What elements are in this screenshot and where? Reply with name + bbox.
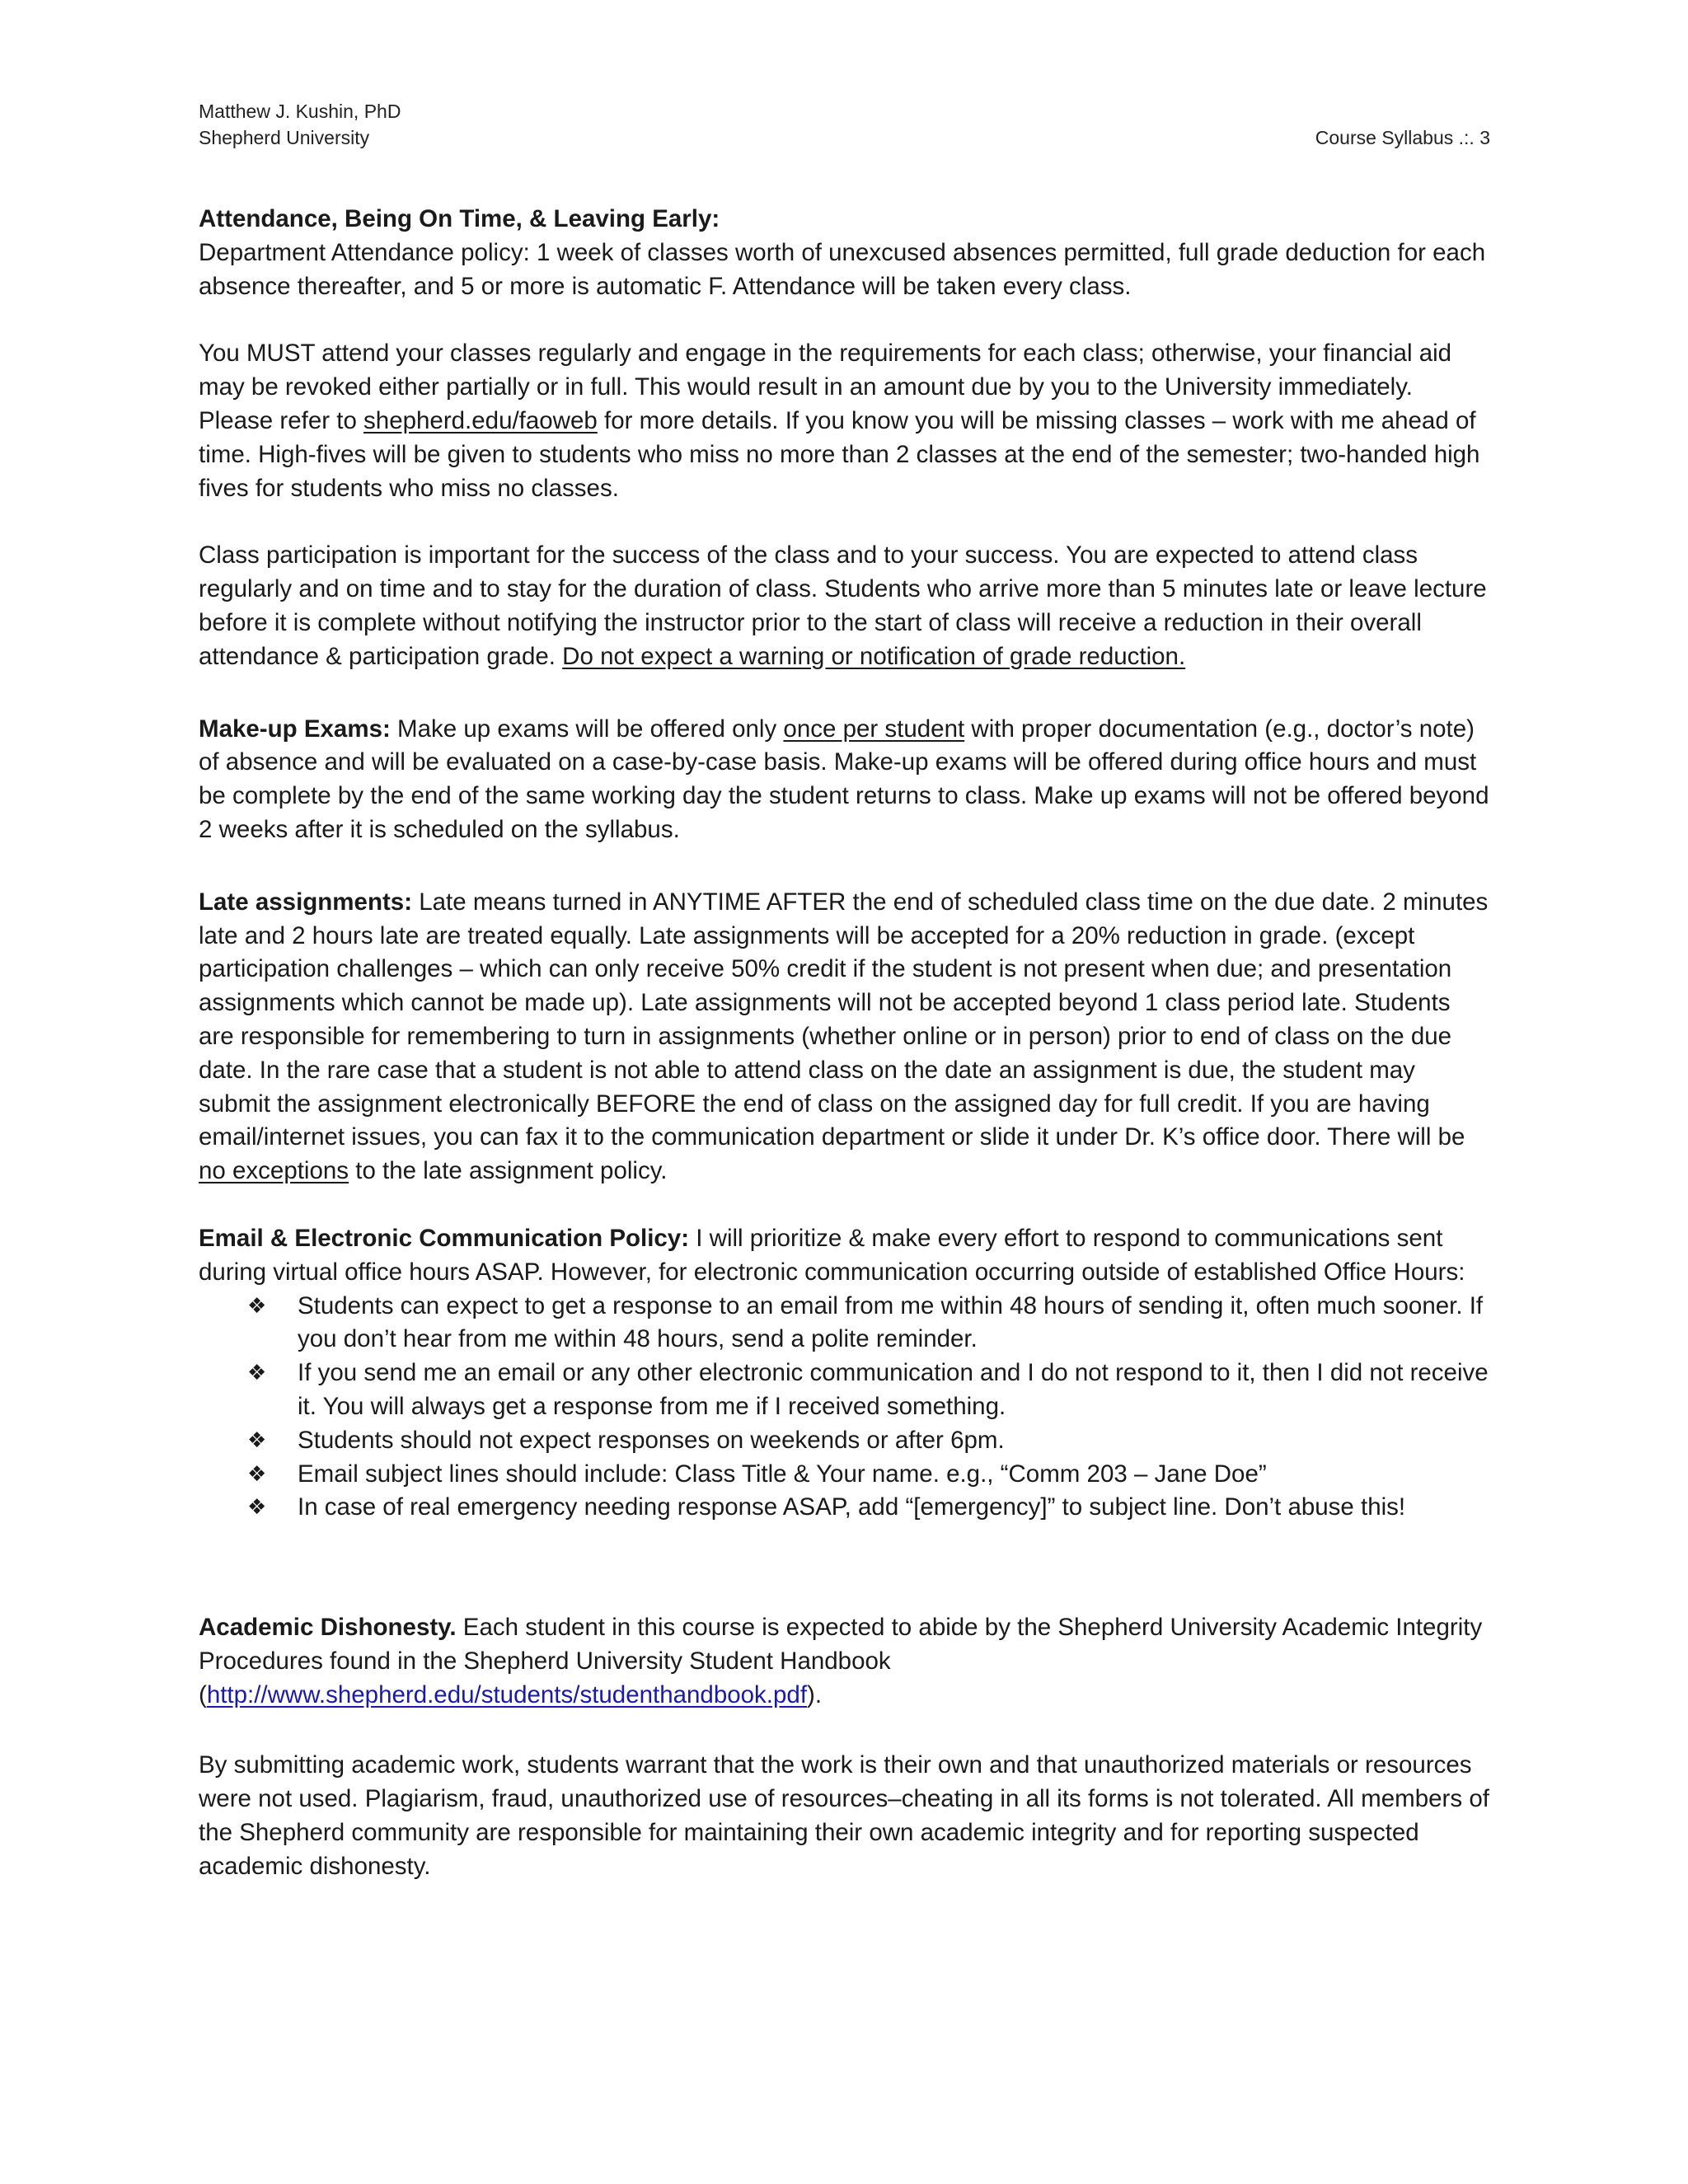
- financial-aid-paragraph: [199, 337, 1490, 505]
- email-policy-intro-text: I will prioritize & make every effort to respond to communications sent during virtual office hours ASAP. However, for electronic communication occurring outside of established Office Hours:: [199, 1224, 1465, 1286]
- academic-dishonesty-heading: Academic Dishonesty.: [199, 1614, 457, 1642]
- late-no-exceptions: no exceptions: [199, 1157, 349, 1185]
- late-assignments-section: [199, 886, 1490, 1188]
- student-handbook-link[interactable]: http://www.shepherd.edu/students/studenthandbook.pdf: [206, 1680, 808, 1708]
- list-item-text: Students can expect to get a response to an email from me within 48 hours of sending it, often much sooner. If you don’t hear from me within 48 hours, send a polite reminder.: [298, 1291, 1484, 1353]
- financial-aid-text-after: for more details. If you know you will be missing classes – work with me ahead of time. High-fives will be given to students who miss no more than 2 classes at the end of the semester; two-handed high fives for students who miss no classes.: [199, 406, 1480, 502]
- list-item: [247, 1458, 1490, 1492]
- makeup-exams-section: [199, 713, 1490, 847]
- makeup-text-before: Make up exams will be offered only: [390, 715, 784, 743]
- academic-work-paragraph: [199, 1749, 1490, 1883]
- bullet-diamond-icon: ❖: [247, 1361, 267, 1386]
- faoweb-link[interactable]: shepherd.edu/faoweb: [363, 406, 598, 434]
- participation-text-before: Class participation is important for the success of the class and to your success. You are expected to attend class regularly and on time and to stay for the duration of class. Students who arrive more than 5 minutes late or leave lecture before it is complete without notifying the instructor prior to the start of class will receive a reduction in their overall attendance & participation grade.: [199, 541, 1487, 670]
- list-item-text: In case of real emergency needing response ASAP, add “[emergency]” to subject line. Don’t abuse this!: [298, 1493, 1406, 1521]
- email-policy-section: [199, 1222, 1490, 1525]
- email-policy-intro: [199, 1222, 1490, 1290]
- page-header: [199, 99, 1490, 153]
- document-body: [199, 203, 1490, 1884]
- attendance-policy-paragraph: Department Attendance policy: 1 week of classes worth of unexcused absences permitted, full grade deduction for each absence thereafter, and 5 or more is automatic F. Attendance will be taken every class.: [199, 238, 1486, 300]
- list-item: [247, 1491, 1490, 1525]
- list-item-text: If you send me an email or any other electronic communication and I do not respond to it, then I did not receive it. You will always get a response from me if I received something.: [298, 1359, 1489, 1420]
- academic-work-text: By submitting academic work, students warrant that the work is their own and that unauthorized materials or resources were not used. Plagiarism, fraud, unauthorized use of resources–cheating in all its forms is not tolerated. All members of the Shepherd community are responsible for maintaining their own academic integrity and for reporting suspected academic dishonesty.: [199, 1751, 1489, 1880]
- list-item: [247, 1290, 1490, 1357]
- financial-aid-text: [199, 337, 1490, 505]
- dishonesty-text-after: ).: [807, 1680, 823, 1708]
- participation-text: [199, 539, 1490, 673]
- header-school: Shepherd University: [199, 127, 370, 148]
- header-page-info: Course Syllabus .:. 3: [1315, 127, 1490, 148]
- attendance-heading: Attendance, Being On Time, & Leaving Early:: [199, 205, 720, 232]
- participation-warning: Do not expect a warning or notification of grade reduction.: [562, 642, 1186, 670]
- bullet-diamond-icon: ❖: [247, 1293, 267, 1319]
- late-text-after: to the late assignment policy.: [349, 1157, 668, 1185]
- makeup-exams-text: [199, 713, 1490, 847]
- late-text-before: Late means turned in ANYTIME AFTER the end of scheduled class time on the due date. 2 minutes late and 2 hours late are treated equally. Late assignments will be accepted for a 20% reduction in grade. (except participation challenges – which can only receive 50% credit if the student is not present when due; and presentation assignments which cannot be made up). Late assignments will not be accepted beyond 1 class period late. Students are responsible for remembering to turn in assignments (whether online or in person) prior to end of class on the due date. In the rare case that a student is not able to attend class on the date an assignment is due, the student may submit the assignment electronically BEFORE the end of class on the assigned day for full credit. If you are having email/internet issues, you can fax it to the communication department or slide it under Dr. K’s office door. There will be: [199, 888, 1489, 1151]
- email-policy-heading: Email & Electronic Communication Policy:: [199, 1224, 690, 1252]
- late-assignments-text: [199, 886, 1490, 1188]
- academic-dishonesty-text: [199, 1611, 1490, 1712]
- participation-paragraph: [199, 539, 1490, 673]
- list-item: [247, 1357, 1490, 1424]
- makeup-exams-heading: Make-up Exams:: [199, 715, 391, 743]
- email-policy-list: [199, 1290, 1490, 1526]
- list-item-text: Students should not expect responses on weekends or after 6pm.: [298, 1426, 1005, 1454]
- bullet-diamond-icon: ❖: [247, 1495, 267, 1521]
- list-item: [247, 1424, 1490, 1458]
- financial-aid-text-before: You MUST attend your classes regularly and engage in the requirements for each class; otherwise, your financial aid may be revoked either partially or in full. This would result in an amount due by you to the University immediately. Please refer to: [199, 340, 1452, 434]
- makeup-once-per-student: once per student: [783, 715, 965, 743]
- header-author: Matthew J. Kushin, PhD: [199, 101, 401, 122]
- makeup-text-after: with proper documentation (e.g., doctor’s note) of absence and will be evaluated on a case-by-case basis. Make-up exams will be offered during office hours and must be complete by the end of the same working day the student returns to class. Make up exams will not be offered beyond 2 weeks after it is scheduled on the syllabus.: [199, 715, 1489, 843]
- bullet-diamond-icon: ❖: [247, 1461, 267, 1487]
- attendance-section: [199, 203, 1490, 303]
- list-item-text: Email subject lines should include: Class Title & Your name. e.g., “Comm 203 – Jane Doe”: [298, 1460, 1267, 1488]
- late-assignments-heading: Late assignments:: [199, 888, 413, 916]
- dishonesty-text-before: Each student in this course is expected to abide by the Shepherd University Academic Integrity Procedures found in the Shepherd University Student Handbook (: [199, 1614, 1483, 1708]
- academic-dishonesty-section: [199, 1611, 1490, 1712]
- bullet-diamond-icon: ❖: [247, 1427, 267, 1453]
